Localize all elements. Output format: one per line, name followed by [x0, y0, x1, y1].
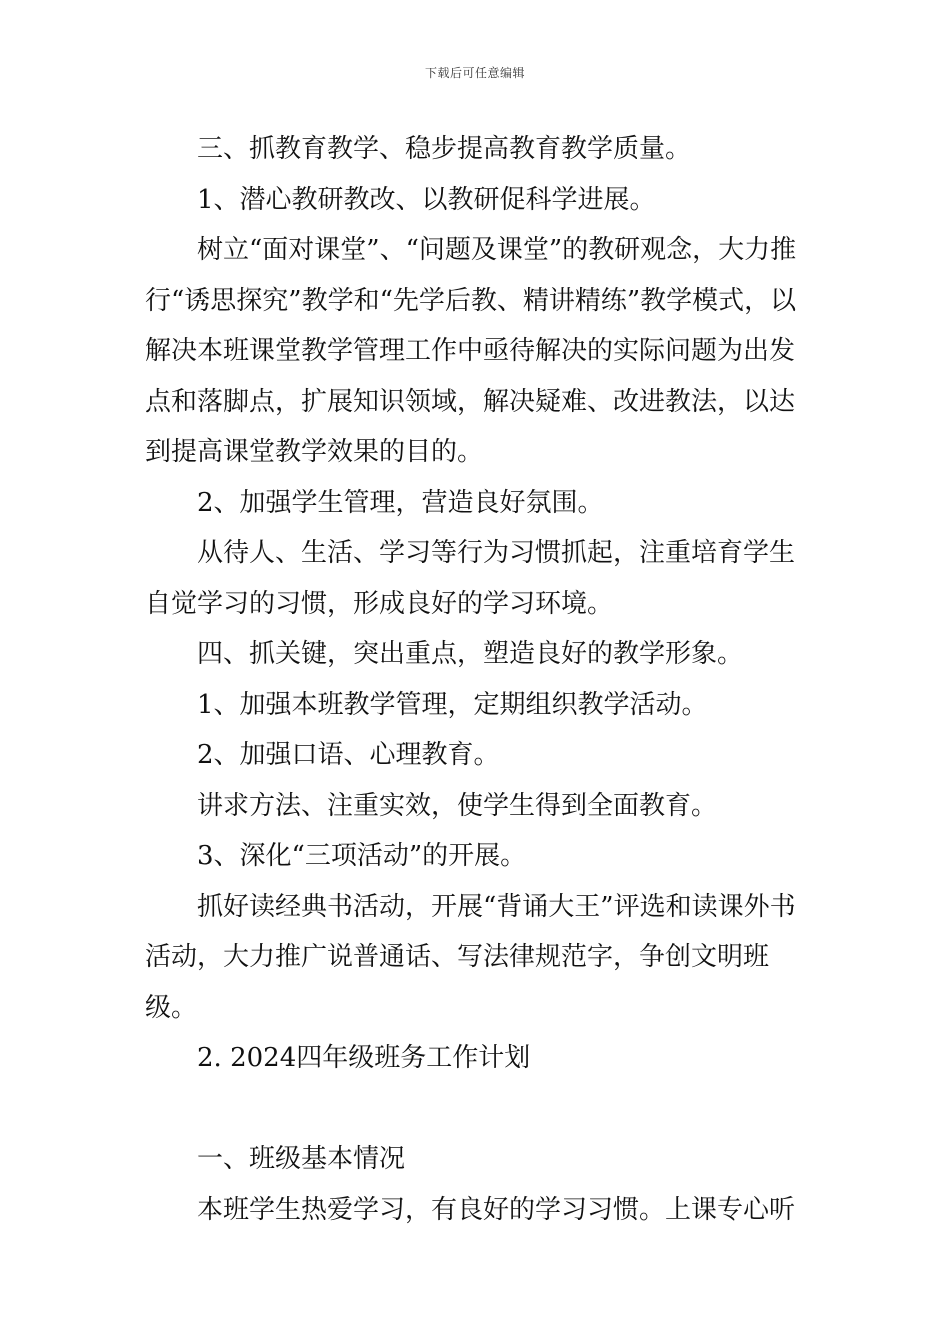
subheading-3: 3、深化“三项活动”的开展。	[197, 841, 527, 871]
document-title: 2. 2024四年级班务工作计划	[197, 1043, 531, 1073]
document-body	[145, 124, 809, 1235]
body-paragraph: 讲求方法、注重实效，使学生得到全面教育。	[197, 790, 718, 821]
body-paragraph: 本班学生热爱学习，有良好的学习习惯。上课专心听	[197, 1194, 796, 1225]
body-paragraph: 从待人、生活、学习等行为习惯抓起，注重培育学生自觉学习的习惯，形成良好的学习环境。	[145, 538, 796, 619]
subheading-1: 1、加强本班教学管理，定期组织教学活动。	[197, 689, 708, 720]
blank-line	[145, 1084, 809, 1135]
section-heading-1: 一、班级基本情况	[197, 1144, 406, 1174]
section-heading-4: 四、抓关键，突出重点，塑造良好的教学形象。	[197, 639, 744, 669]
subheading-1: 1、潜心教研教改、以教研促科学进展。	[197, 184, 656, 215]
page-header: 下载后可任意编辑	[424, 66, 525, 80]
body-paragraph: 抓好读经典书活动，开展“背诵大王”评选和读课外书活动，大力推广说普通话、写法律规范字，争创文明班级。	[145, 891, 796, 1023]
subheading-2: 2、加强学生管理，营造良好氛围。	[197, 487, 604, 518]
body-paragraph: 树立“面对课堂”、“问题及课堂”的教研观念，大力推行“诱思探究”教学和“先学后教、精讲精练”教学模式，以解决本班课堂教学管理工作中亟待解决的实际问题为出发点和落脚点，扩展知识领域，解决疑难、改进教法，以达到提高课堂教学效果的目的。	[145, 235, 797, 467]
section-heading-3: 三、抓教育教学、稳步提高教育教学质量。	[197, 134, 692, 164]
subheading-2: 2、加强口语、心理教育。	[197, 740, 500, 770]
